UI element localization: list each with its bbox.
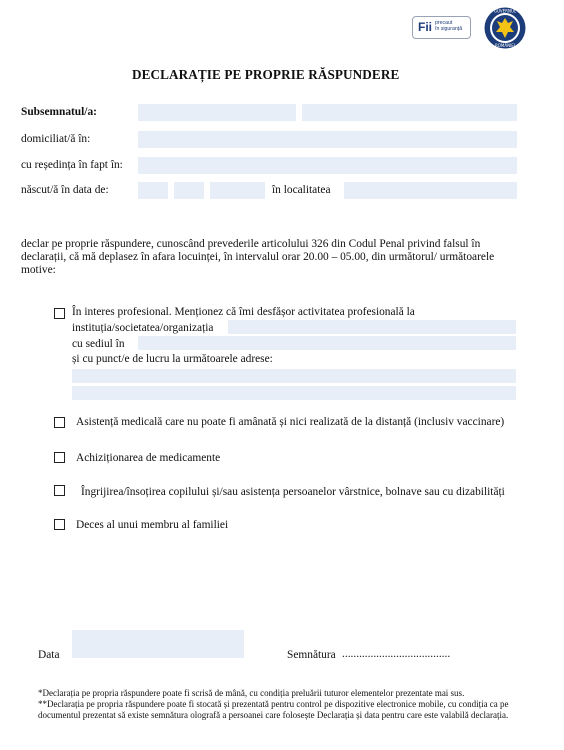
- institutia-label: instituția/societatea/organizația: [72, 322, 214, 334]
- sediu-field[interactable]: [138, 336, 516, 350]
- asistenta-medicala-label: Asistență medicală care nu poate fi amânată și nici realizată de la distanță (inclusiv vaccinare): [76, 416, 505, 428]
- guvernul-romaniei-seal-icon: [483, 5, 527, 51]
- birth-year-field[interactable]: [210, 182, 265, 199]
- data-label: Data: [38, 649, 60, 661]
- fii-precaut-logo: [412, 16, 471, 39]
- declaration-text: declar pe proprie răspundere, cunoscând prevederile articolului 326 din Codul Penal privind falsul în declarații, că mă deplasez în afara locuinței, în intervalul orar 20.00 – 05.00, din următorul/ următoarele motive:: [21, 238, 495, 277]
- data-field[interactable]: [72, 630, 244, 658]
- achizitionare-medicamente-label: Achiziționarea de medicamente: [76, 452, 221, 464]
- checkbox-ingrijire-copil[interactable]: [54, 485, 65, 496]
- punct-lucru-field-1[interactable]: [72, 369, 516, 383]
- seal-text-bottom: ROMÂNIEI: [495, 43, 515, 48]
- fii-logo-subtext: [435, 21, 462, 32]
- page-title: DECLARAȚIE PE PROPRIE RĂSPUNDERE: [132, 67, 400, 82]
- punct-lucru-label: și cu punct/e de lucru la următoarele adrese:: [72, 353, 273, 365]
- prenume-field[interactable]: [302, 104, 517, 121]
- fii-logo-subtext-line2: în siguranță: [435, 25, 463, 32]
- nascut-label: născut/ă în data de:: [21, 184, 109, 196]
- localitatea-label: în localitatea: [272, 184, 331, 196]
- footnote-1: *Declarația pe propria răspundere poate fi scrisă de mână, cu condiția preluării tuturor elementelor prezentate mai sus.: [38, 688, 465, 698]
- checkbox-asistenta-medicala[interactable]: [54, 417, 65, 428]
- resedinta-label: cu reședința în fapt în:: [21, 159, 123, 171]
- birth-month-field[interactable]: [174, 182, 204, 199]
- punct-lucru-field-2[interactable]: [72, 386, 516, 400]
- interes-profesional-label: În interes profesional. Menționez că îmi desfășor activitatea profesională la: [72, 306, 415, 318]
- nume-field[interactable]: [138, 104, 296, 121]
- seal-text-top: GUVERNUL: [493, 8, 517, 14]
- resedinta-field[interactable]: [138, 157, 517, 174]
- checkbox-interes-profesional[interactable]: [54, 308, 65, 319]
- subsemnatul-label: Subsemnatul/a:: [21, 106, 97, 118]
- institutia-field[interactable]: [228, 320, 516, 334]
- birth-day-field[interactable]: [138, 182, 168, 199]
- fii-logo-text: Fii: [418, 20, 432, 34]
- sediul-label: cu sediul în: [72, 338, 125, 350]
- checkbox-deces[interactable]: [54, 519, 65, 530]
- checkbox-achizitionare-medicamente[interactable]: [54, 452, 65, 463]
- semnatura-line[interactable]: ......................................: [342, 648, 451, 660]
- ingrijire-copil-label: Îngrijirea/însoțirea copilului și/sau asistența persoanelor vârstnice, bolnave sau cu dizabilități: [81, 486, 505, 498]
- domiciliat-label: domiciliat/ă în:: [21, 133, 91, 145]
- localitatea-field[interactable]: [344, 182, 517, 199]
- semnatura-label: Semnătura: [287, 649, 336, 661]
- fii-logo-subtext-line1: precaut: [435, 20, 453, 26]
- domiciliu-field[interactable]: [138, 131, 517, 148]
- deces-label: Deces al unui membru al familiei: [76, 519, 229, 531]
- footnote-2: **Declarația pe propria răspundere poate fi stocată și prezentată pentru control pe dispozitive electronice mobile, cu condiția ca pe documentul prezentat să existe semnătura olografă a persoanei care folosește Declarația și data pentru care este valabilă declarația.: [38, 699, 509, 720]
